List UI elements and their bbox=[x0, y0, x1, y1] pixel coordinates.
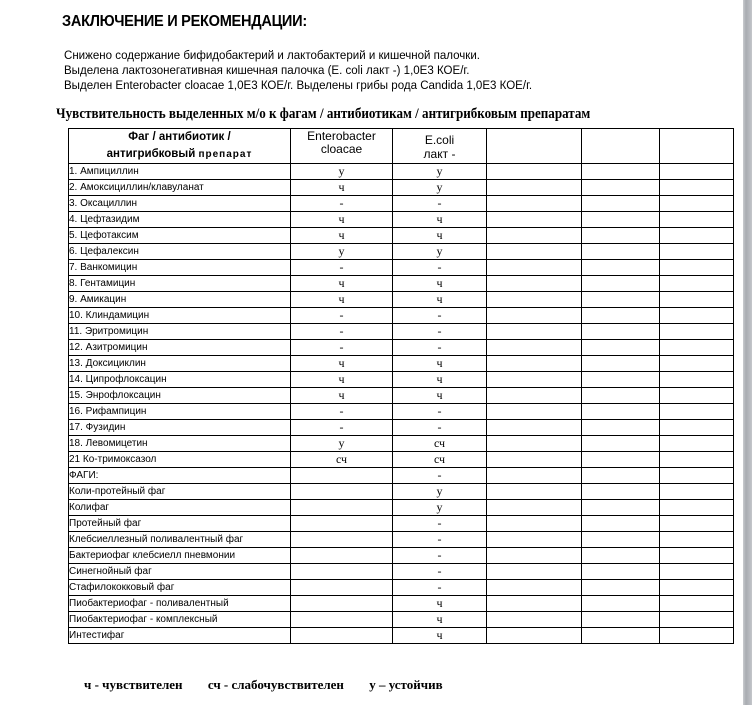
drug-name-cell: 21 Ко-тримоксазол bbox=[69, 452, 291, 468]
empty-cell bbox=[582, 308, 660, 324]
table-row bbox=[69, 548, 734, 564]
table-row bbox=[69, 340, 734, 356]
ecoli-result-cell: у bbox=[393, 500, 487, 516]
legend-weakly-sensitive: сч - слабочувствителен bbox=[207, 677, 344, 692]
table-row bbox=[69, 164, 734, 180]
legend bbox=[84, 677, 465, 693]
empty-cell bbox=[487, 500, 582, 516]
ecoli-result-cell: ч bbox=[393, 276, 487, 292]
empty-cell bbox=[582, 212, 660, 228]
enterobacter-result-cell: сч bbox=[291, 452, 393, 468]
conclusion-line-2: Выделена лактозонегативная кишечная палочка (E. coli лакт -) 1,0E3 КОЕ/г. bbox=[64, 63, 470, 77]
table-row bbox=[69, 452, 734, 468]
enterobacter-result-cell: ч bbox=[291, 356, 393, 372]
empty-cell bbox=[582, 452, 660, 468]
enterobacter-result-cell bbox=[291, 516, 393, 532]
empty-cell bbox=[582, 500, 660, 516]
empty-cell bbox=[660, 436, 734, 452]
empty-cell bbox=[660, 356, 734, 372]
header-col2-line2: лакт - bbox=[423, 147, 456, 161]
header-col-empty-5 bbox=[660, 129, 734, 164]
empty-cell bbox=[487, 468, 582, 484]
drug-name-cell: Синегнойный фаг bbox=[69, 564, 291, 580]
empty-cell bbox=[487, 308, 582, 324]
drug-name-cell: 7. Ванкомицин bbox=[69, 260, 291, 276]
ecoli-result-cell: ч bbox=[393, 228, 487, 244]
empty-cell bbox=[660, 564, 734, 580]
enterobacter-result-cell bbox=[291, 532, 393, 548]
ecoli-result-cell: ч bbox=[393, 356, 487, 372]
enterobacter-result-cell: - bbox=[291, 404, 393, 420]
header-col-empty-4 bbox=[582, 129, 660, 164]
drug-name-cell: Пиобактериофаг - комплексный bbox=[69, 612, 291, 628]
table-row bbox=[69, 468, 734, 484]
empty-cell bbox=[582, 324, 660, 340]
conclusion-line-1: Снижено содержание бифидобактерий и лактобактерий и кишечной палочки. bbox=[64, 48, 480, 62]
enterobacter-result-cell bbox=[291, 548, 393, 564]
ecoli-result-cell: ч bbox=[393, 292, 487, 308]
ecoli-result-cell: - bbox=[393, 420, 487, 436]
empty-cell bbox=[660, 244, 734, 260]
empty-cell bbox=[582, 548, 660, 564]
header-name-cell bbox=[69, 129, 291, 164]
empty-cell bbox=[487, 388, 582, 404]
table-row bbox=[69, 516, 734, 532]
drug-name-cell: 14. Ципрофлоксацин bbox=[69, 372, 291, 388]
enterobacter-result-cell: - bbox=[291, 308, 393, 324]
drug-name-cell: 3. Оксациллин bbox=[69, 196, 291, 212]
header-col1-line1: Enterobacter bbox=[307, 129, 376, 143]
empty-cell bbox=[487, 548, 582, 564]
ecoli-result-cell: ч bbox=[393, 372, 487, 388]
enterobacter-result-cell bbox=[291, 484, 393, 500]
enterobacter-result-cell bbox=[291, 468, 393, 484]
drug-name-cell: ФАГИ: bbox=[69, 468, 291, 484]
empty-cell bbox=[487, 260, 582, 276]
ecoli-result-cell: ч bbox=[393, 596, 487, 612]
drug-name-cell: 17. Фузидин bbox=[69, 420, 291, 436]
drug-name-cell: 11. Эритромицин bbox=[69, 324, 291, 340]
table-row bbox=[69, 212, 734, 228]
table-row bbox=[69, 244, 734, 260]
empty-cell bbox=[660, 420, 734, 436]
drug-name-cell: 2. Амоксициллин/клавуланат bbox=[69, 180, 291, 196]
empty-cell bbox=[487, 516, 582, 532]
header-col-empty-3 bbox=[487, 129, 582, 164]
empty-cell bbox=[660, 468, 734, 484]
empty-cell bbox=[582, 292, 660, 308]
empty-cell bbox=[582, 420, 660, 436]
table-row bbox=[69, 276, 734, 292]
header-name-line1: Фаг / антибиотик / bbox=[128, 131, 231, 143]
table-row bbox=[69, 532, 734, 548]
empty-cell bbox=[660, 516, 734, 532]
table-row bbox=[69, 596, 734, 612]
ecoli-result-cell: - bbox=[393, 564, 487, 580]
drug-name-cell: Клебсиеллезный поливалентный фаг bbox=[69, 532, 291, 548]
ecoli-result-cell: у bbox=[393, 180, 487, 196]
table-row bbox=[69, 436, 734, 452]
enterobacter-result-cell: ч bbox=[291, 180, 393, 196]
empty-cell bbox=[487, 404, 582, 420]
ecoli-result-cell: - bbox=[393, 468, 487, 484]
empty-cell bbox=[582, 164, 660, 180]
drug-name-cell: 13. Доксициклин bbox=[69, 356, 291, 372]
empty-cell bbox=[660, 372, 734, 388]
drug-name-cell: 6. Цефалексин bbox=[69, 244, 291, 260]
enterobacter-result-cell: ч bbox=[291, 212, 393, 228]
empty-cell bbox=[487, 612, 582, 628]
table-row bbox=[69, 420, 734, 436]
empty-cell bbox=[582, 340, 660, 356]
empty-cell bbox=[660, 292, 734, 308]
table-row bbox=[69, 372, 734, 388]
empty-cell bbox=[660, 484, 734, 500]
ecoli-result-cell: - bbox=[393, 324, 487, 340]
empty-cell bbox=[487, 356, 582, 372]
ecoli-result-cell: сч bbox=[393, 452, 487, 468]
empty-cell bbox=[660, 580, 734, 596]
empty-cell bbox=[660, 500, 734, 516]
enterobacter-result-cell: ч bbox=[291, 292, 393, 308]
conclusion-title: ЗАКЛЮЧЕНИЕ И РЕКОМЕНДАЦИИ: bbox=[62, 13, 307, 30]
empty-cell bbox=[582, 260, 660, 276]
drug-name-cell: Коли-протейный фаг bbox=[69, 484, 291, 500]
enterobacter-result-cell: у bbox=[291, 244, 393, 260]
drug-name-cell: 15. Энрофлоксацин bbox=[69, 388, 291, 404]
table-row bbox=[69, 324, 734, 340]
drug-name-cell: Интестифаг bbox=[69, 628, 291, 644]
empty-cell bbox=[582, 532, 660, 548]
table-row bbox=[69, 500, 734, 516]
drug-name-cell: Протейный фаг bbox=[69, 516, 291, 532]
empty-cell bbox=[660, 260, 734, 276]
ecoli-result-cell: - bbox=[393, 532, 487, 548]
empty-cell bbox=[582, 388, 660, 404]
header-col-enterobacter bbox=[291, 129, 393, 164]
ecoli-result-cell: у bbox=[393, 484, 487, 500]
table-row bbox=[69, 564, 734, 580]
empty-cell bbox=[582, 628, 660, 644]
empty-cell bbox=[487, 452, 582, 468]
ecoli-result-cell: - bbox=[393, 580, 487, 596]
sensitivity-table bbox=[68, 128, 734, 644]
empty-cell bbox=[487, 420, 582, 436]
empty-cell bbox=[660, 532, 734, 548]
ecoli-result-cell: у bbox=[393, 244, 487, 260]
empty-cell bbox=[660, 164, 734, 180]
header-name-line2-small: препарат bbox=[198, 149, 253, 160]
empty-cell bbox=[660, 628, 734, 644]
enterobacter-result-cell: ч bbox=[291, 372, 393, 388]
enterobacter-result-cell bbox=[291, 612, 393, 628]
enterobacter-result-cell: - bbox=[291, 420, 393, 436]
ecoli-result-cell: - bbox=[393, 260, 487, 276]
enterobacter-result-cell: - bbox=[291, 340, 393, 356]
table-row bbox=[69, 388, 734, 404]
empty-cell bbox=[487, 532, 582, 548]
empty-cell bbox=[582, 484, 660, 500]
empty-cell bbox=[487, 228, 582, 244]
empty-cell bbox=[582, 596, 660, 612]
table-row bbox=[69, 196, 734, 212]
empty-cell bbox=[487, 628, 582, 644]
empty-cell bbox=[487, 564, 582, 580]
enterobacter-result-cell: ч bbox=[291, 276, 393, 292]
empty-cell bbox=[660, 612, 734, 628]
ecoli-result-cell: - bbox=[393, 548, 487, 564]
empty-cell bbox=[582, 356, 660, 372]
empty-cell bbox=[487, 372, 582, 388]
empty-cell bbox=[582, 276, 660, 292]
table-row bbox=[69, 628, 734, 644]
drug-name-cell: 8. Гентамицин bbox=[69, 276, 291, 292]
page-shadow bbox=[743, 0, 752, 705]
table-row bbox=[69, 180, 734, 196]
table-header-row bbox=[69, 129, 734, 164]
empty-cell bbox=[487, 292, 582, 308]
empty-cell bbox=[582, 196, 660, 212]
ecoli-result-cell: - bbox=[393, 196, 487, 212]
table-row bbox=[69, 228, 734, 244]
drug-name-cell: 1. Ампициллин bbox=[69, 164, 291, 180]
table-row bbox=[69, 484, 734, 500]
empty-cell bbox=[582, 516, 660, 532]
empty-cell bbox=[487, 276, 582, 292]
enterobacter-result-cell: - bbox=[291, 260, 393, 276]
empty-cell bbox=[582, 228, 660, 244]
empty-cell bbox=[487, 324, 582, 340]
ecoli-result-cell: ч bbox=[393, 212, 487, 228]
empty-cell bbox=[660, 388, 734, 404]
empty-cell bbox=[487, 196, 582, 212]
table-caption: Чувствительность выделенных м/о к фагам / антибиотикам / антигрибковым препаратам bbox=[56, 106, 591, 122]
empty-cell bbox=[660, 548, 734, 564]
conclusion-line-3: Выделен Enterobacter cloacae 1,0E3 КОЕ/г. Выделены грибы рода Candida 1,0E3 КОЕ/г. bbox=[64, 78, 533, 92]
empty-cell bbox=[487, 164, 582, 180]
table-row bbox=[69, 612, 734, 628]
ecoli-result-cell: ч bbox=[393, 612, 487, 628]
empty-cell bbox=[487, 580, 582, 596]
ecoli-result-cell: ч bbox=[393, 388, 487, 404]
table-row bbox=[69, 292, 734, 308]
enterobacter-result-cell bbox=[291, 628, 393, 644]
empty-cell bbox=[582, 436, 660, 452]
drug-name-cell: Пиобактериофаг - поливалентный bbox=[69, 596, 291, 612]
header-col-ecoli bbox=[393, 129, 487, 164]
legend-resistant: у – устойчив bbox=[369, 677, 443, 692]
enterobacter-result-cell bbox=[291, 564, 393, 580]
drug-name-cell: 16. Рифампицин bbox=[69, 404, 291, 420]
enterobacter-result-cell bbox=[291, 596, 393, 612]
empty-cell bbox=[660, 180, 734, 196]
empty-cell bbox=[487, 180, 582, 196]
enterobacter-result-cell bbox=[291, 580, 393, 596]
empty-cell bbox=[487, 436, 582, 452]
ecoli-result-cell: у bbox=[393, 164, 487, 180]
header-col1-line2: cloacae bbox=[320, 142, 363, 156]
empty-cell bbox=[582, 372, 660, 388]
enterobacter-result-cell: у bbox=[291, 164, 393, 180]
empty-cell bbox=[582, 404, 660, 420]
drug-name-cell: 18. Левомицетин bbox=[69, 436, 291, 452]
empty-cell bbox=[660, 308, 734, 324]
table-row bbox=[69, 404, 734, 420]
empty-cell bbox=[582, 180, 660, 196]
drug-name-cell: 10. Клиндамицин bbox=[69, 308, 291, 324]
table-row bbox=[69, 356, 734, 372]
drug-name-cell: 4. Цефтазидим bbox=[69, 212, 291, 228]
enterobacter-result-cell: у bbox=[291, 436, 393, 452]
empty-cell bbox=[660, 212, 734, 228]
header-col2-line1: E.coli bbox=[424, 133, 455, 147]
empty-cell bbox=[660, 340, 734, 356]
empty-cell bbox=[487, 596, 582, 612]
enterobacter-result-cell: - bbox=[291, 196, 393, 212]
empty-cell bbox=[660, 276, 734, 292]
empty-cell bbox=[660, 404, 734, 420]
empty-cell bbox=[582, 244, 660, 260]
drug-name-cell: 5. Цефотаксим bbox=[69, 228, 291, 244]
table-row bbox=[69, 580, 734, 596]
empty-cell bbox=[660, 228, 734, 244]
enterobacter-result-cell: ч bbox=[291, 388, 393, 404]
empty-cell bbox=[582, 612, 660, 628]
empty-cell bbox=[660, 452, 734, 468]
ecoli-result-cell: - bbox=[393, 404, 487, 420]
empty-cell bbox=[582, 564, 660, 580]
empty-cell bbox=[487, 244, 582, 260]
empty-cell bbox=[487, 212, 582, 228]
enterobacter-result-cell: - bbox=[291, 324, 393, 340]
enterobacter-result-cell bbox=[291, 500, 393, 516]
ecoli-result-cell: - bbox=[393, 340, 487, 356]
ecoli-result-cell: сч bbox=[393, 436, 487, 452]
empty-cell bbox=[487, 340, 582, 356]
legend-sensitive: ч - чувствителен bbox=[84, 677, 183, 692]
drug-name-cell: Колифаг bbox=[69, 500, 291, 516]
ecoli-result-cell: ч bbox=[393, 628, 487, 644]
empty-cell bbox=[660, 196, 734, 212]
empty-cell bbox=[487, 484, 582, 500]
enterobacter-result-cell: ч bbox=[291, 228, 393, 244]
empty-cell bbox=[582, 468, 660, 484]
empty-cell bbox=[582, 580, 660, 596]
ecoli-result-cell: - bbox=[393, 308, 487, 324]
table-row bbox=[69, 308, 734, 324]
drug-name-cell: 12. Азитромицин bbox=[69, 340, 291, 356]
ecoli-result-cell: - bbox=[393, 516, 487, 532]
drug-name-cell: Стафилококковый фаг bbox=[69, 580, 291, 596]
empty-cell bbox=[660, 324, 734, 340]
table-row bbox=[69, 260, 734, 276]
drug-name-cell: Бактериофаг клебсиелл пневмонии bbox=[69, 548, 291, 564]
header-name-line2: антигрибковый bbox=[106, 148, 196, 160]
empty-cell bbox=[660, 596, 734, 612]
drug-name-cell: 9. Амикацин bbox=[69, 292, 291, 308]
